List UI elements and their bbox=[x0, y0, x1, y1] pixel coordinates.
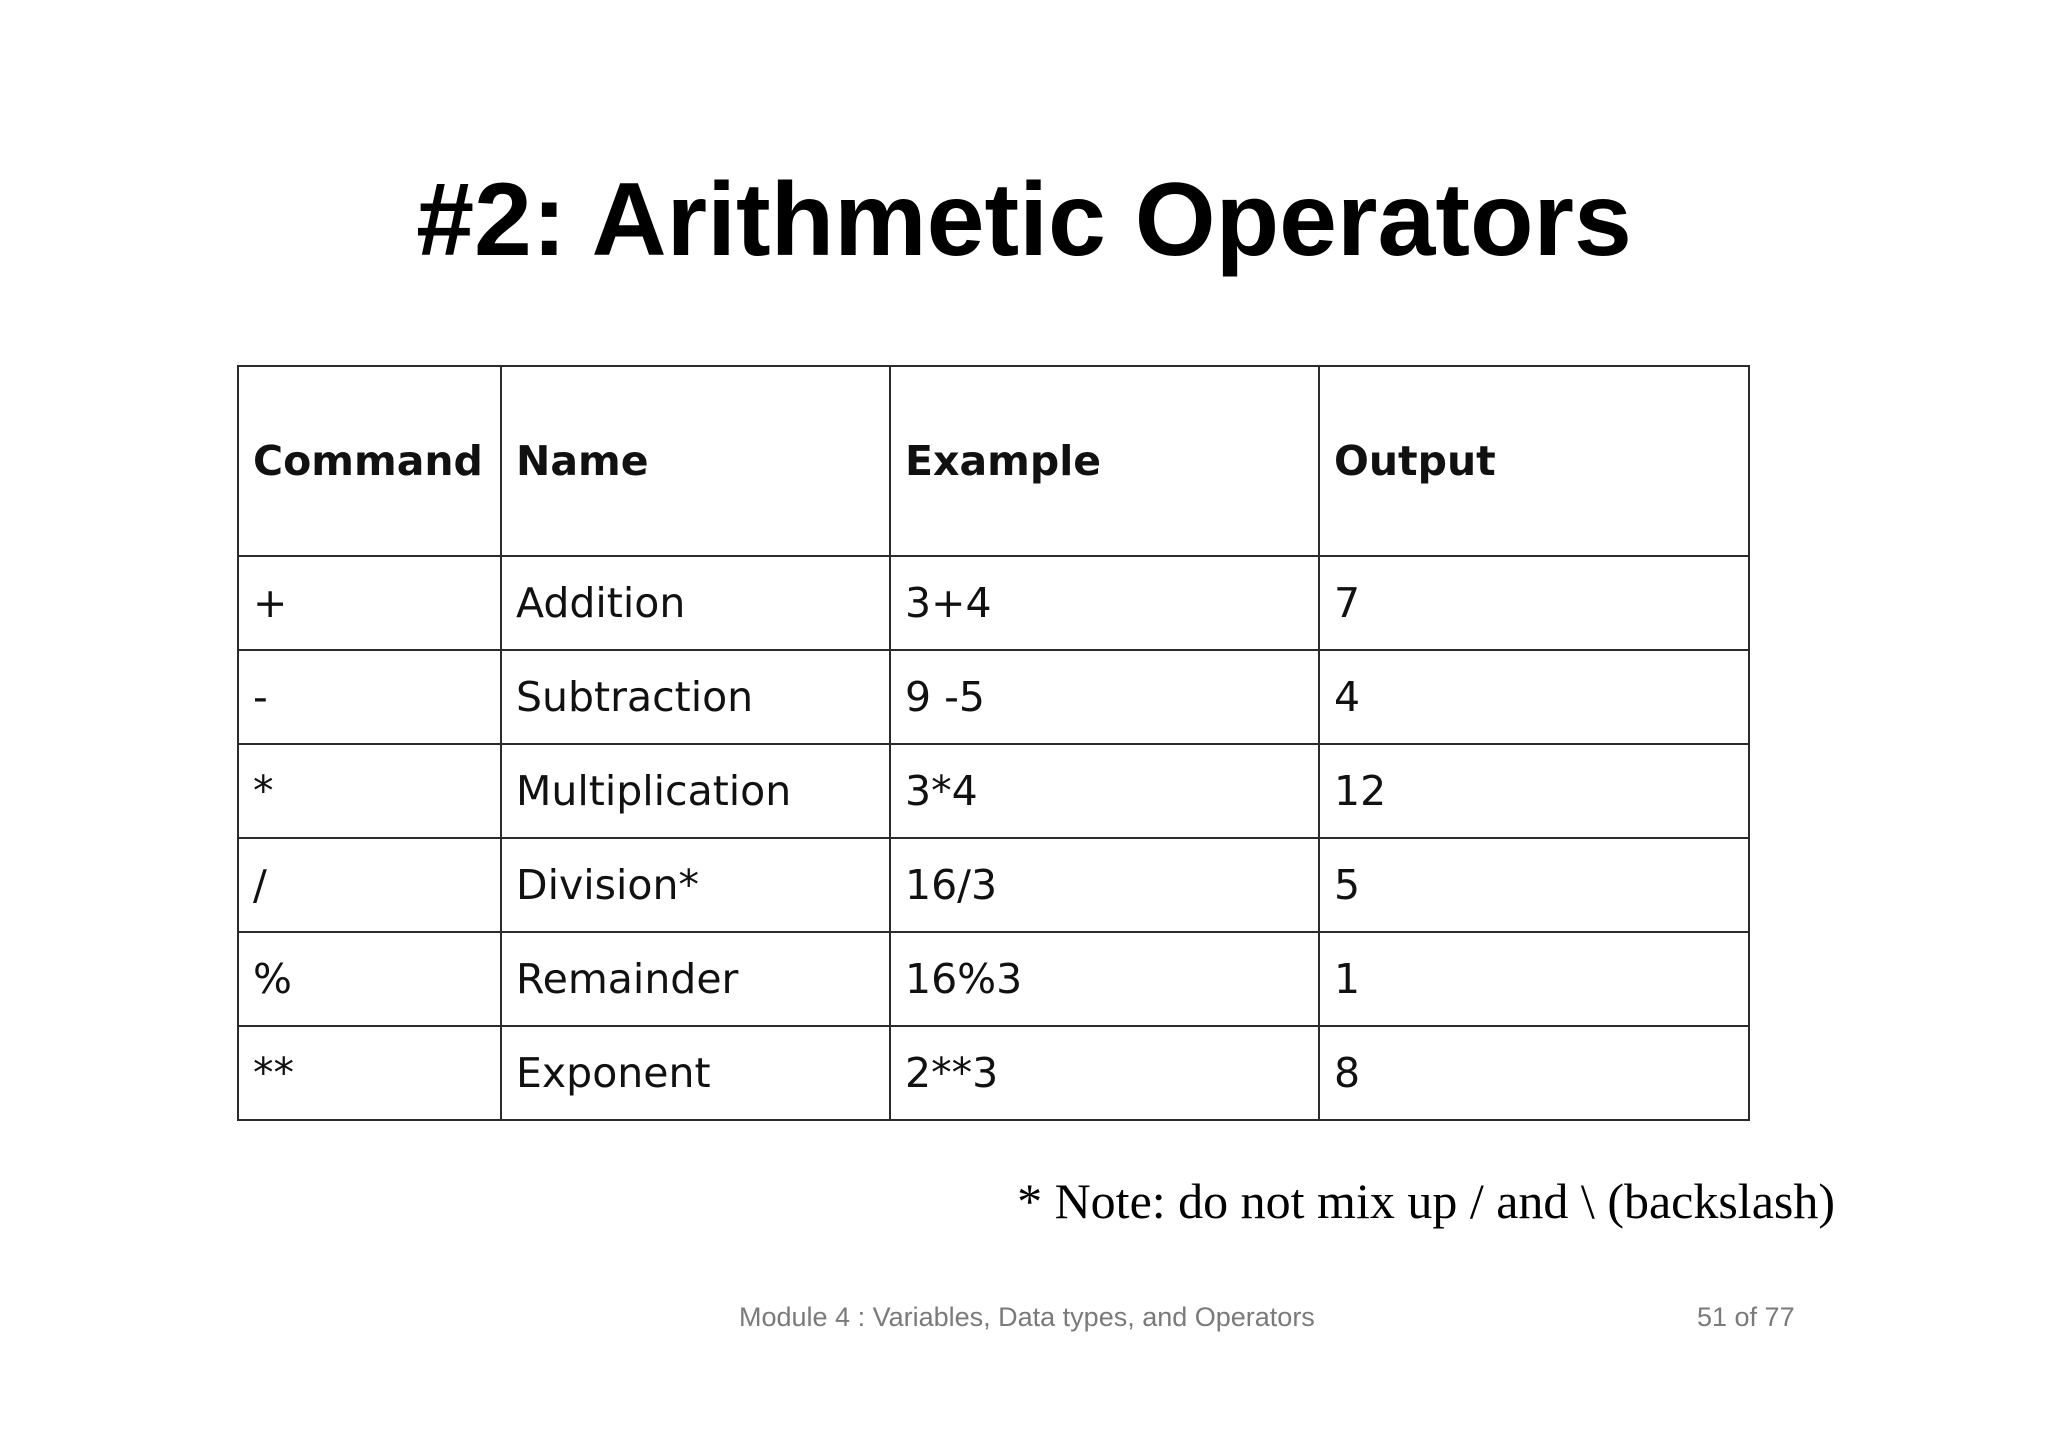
footer-module-title: Module 4 : Variables, Data types, and Operators bbox=[739, 1302, 1315, 1332]
cell-command: + bbox=[238, 556, 501, 650]
table-row bbox=[238, 744, 1749, 838]
cell-output: 5 bbox=[1319, 838, 1749, 932]
cell-command: % bbox=[238, 932, 501, 1026]
table-row bbox=[238, 1026, 1749, 1120]
operators-table bbox=[237, 365, 1750, 1121]
header-command: Command bbox=[238, 366, 501, 556]
cell-example: 3+4 bbox=[890, 556, 1319, 650]
cell-output: 8 bbox=[1319, 1026, 1749, 1120]
table-row bbox=[238, 932, 1749, 1026]
cell-name: Division* bbox=[501, 838, 890, 932]
cell-name: Exponent bbox=[501, 1026, 890, 1120]
table-row bbox=[238, 556, 1749, 650]
table-header-row bbox=[238, 366, 1749, 556]
header-output: Output bbox=[1319, 366, 1749, 556]
slide-title: #2: Arithmetic Operators bbox=[416, 162, 1632, 278]
cell-example: 16/3 bbox=[890, 838, 1319, 932]
cell-example: 9 -5 bbox=[890, 650, 1319, 744]
cell-command: - bbox=[238, 650, 501, 744]
header-name: Name bbox=[501, 366, 890, 556]
cell-command: * bbox=[238, 744, 501, 838]
cell-command: / bbox=[238, 838, 501, 932]
cell-output: 7 bbox=[1319, 556, 1749, 650]
cell-output: 1 bbox=[1319, 932, 1749, 1026]
backslash-note: * Note: do not mix up / and \ (backslash) bbox=[1017, 1173, 1835, 1229]
header-example: Example bbox=[890, 366, 1319, 556]
cell-example: 3*4 bbox=[890, 744, 1319, 838]
table-row bbox=[238, 650, 1749, 744]
cell-name: Addition bbox=[501, 556, 890, 650]
cell-example: 16%3 bbox=[890, 932, 1319, 1026]
cell-example: 2**3 bbox=[890, 1026, 1319, 1120]
cell-name: Multiplication bbox=[501, 744, 890, 838]
cell-name: Subtraction bbox=[501, 650, 890, 744]
table-row bbox=[238, 838, 1749, 932]
cell-name: Remainder bbox=[501, 932, 890, 1026]
footer-page-number: 51 of 77 bbox=[1697, 1302, 1795, 1332]
cell-command: ** bbox=[238, 1026, 501, 1120]
cell-output: 4 bbox=[1319, 650, 1749, 744]
cell-output: 12 bbox=[1319, 744, 1749, 838]
